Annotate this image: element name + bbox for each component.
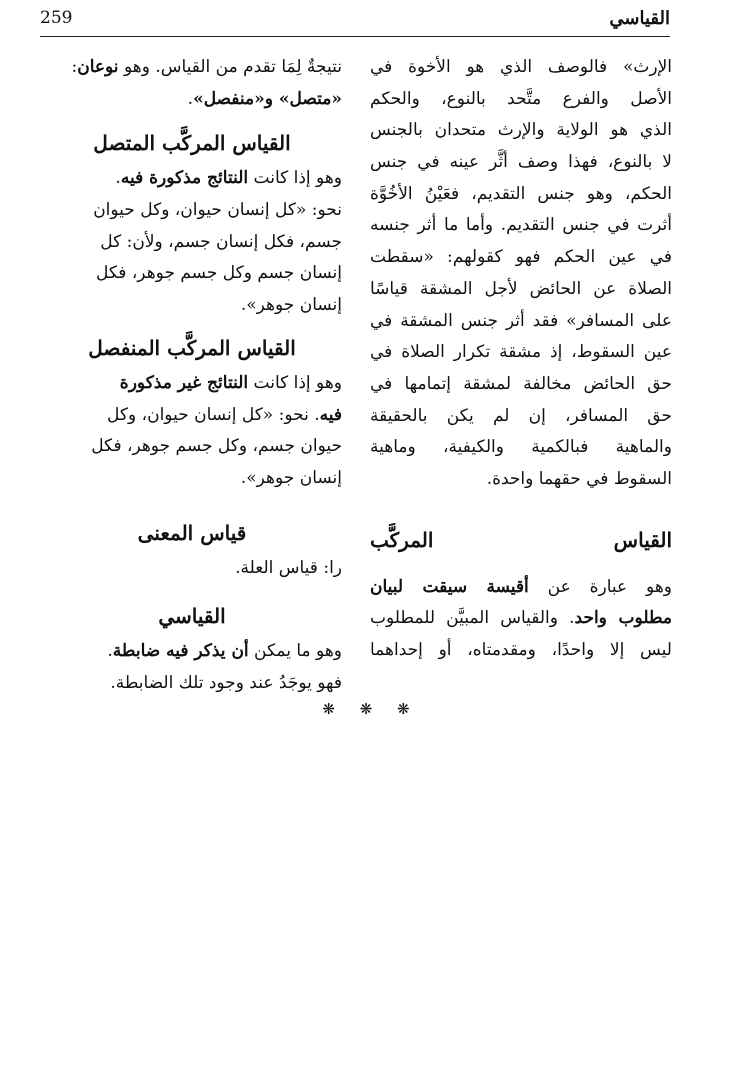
text-line: فهو يوجَدُ عند وجود تلك الضابطة. [110, 672, 342, 693]
text-line [42, 52, 342, 84]
text-run: . [107, 641, 113, 662]
text-line: جسم، فكل إنسان جسم، ولأن: كل [100, 231, 342, 252]
text-line: إنسان جوهر». [240, 467, 342, 488]
text-line [42, 636, 342, 668]
text-line [42, 163, 342, 195]
spacer [42, 495, 342, 513]
bold-run: نوعان [77, 57, 119, 77]
right-column [370, 52, 672, 667]
text-run: وهو عبارة عن [528, 576, 672, 597]
text-line: الذي هو الولاية والإرث متحدان بالجنس [370, 120, 672, 141]
text-run: . [115, 168, 121, 189]
text-run: : [71, 57, 78, 77]
text-run: . نحو: «كل إنسان حيوان، وكل [107, 404, 320, 425]
text-line: الحكم، وهو جنس التقديم، فعَيْنُ الأخُوَّة [370, 183, 672, 204]
header-title: القياسي [609, 8, 670, 29]
text-line: لا بالنوع، فهذا وصف أثَّر عينه في جنس [370, 152, 672, 173]
text-line: عين السقوط، إذ مشقة تكرار الصلاة في [370, 342, 672, 363]
text-line: السقوط في حقهما واحدة. [486, 468, 672, 489]
bold-run: مطلوب واحد [574, 608, 672, 629]
text-line: حق المسافر، إن لم يكن بالحقيقة [370, 405, 672, 426]
text-line [370, 603, 672, 635]
bold-run: أن يذكر فيه ضابطة [112, 641, 249, 662]
text-line: الصلاة عن الحائض لأجل المشقة قياسًا [370, 278, 672, 299]
text-line: حق الحائض مخالفة لمشقة إتمامها في [370, 373, 672, 394]
left-column [42, 52, 342, 700]
bold-run: فيه [319, 404, 342, 425]
text-line: إنسان جوهر». [240, 295, 342, 316]
section-heading-murakkab: القياس المركَّب [370, 527, 672, 552]
running-header [40, 6, 670, 37]
text-run: نتيجةٌ لِمَا تقدم من القياس. وهو [118, 57, 342, 77]
text-run: . [187, 88, 194, 109]
text-run: . والقياس المبيَّن للمطلوب [370, 608, 575, 629]
text-line: إنسان جسم وكل جسم جوهر، فكل [96, 263, 342, 284]
section-heading-muttasil: القياس المركَّب المتصل [93, 131, 291, 156]
text-run: وهو إذا كانت [248, 168, 342, 189]
text-line: الأصل والفرع متَّحد بالنوع، والحكم [370, 88, 672, 109]
spacer [370, 560, 672, 572]
text-line: ليس إلا واحدًا، ومقدمتاه، أو إحداهما [370, 640, 672, 660]
spacer [370, 496, 672, 520]
bold-run: أقيسة سيقت لبيان [370, 576, 529, 597]
text-line: حيوان جسم، وكل جسم جوهر، فكل [91, 436, 342, 457]
text-line: على المسافر» فقد أثر جنس المشقة في [370, 310, 672, 331]
bold-run: «متصل» و«منفصل» [193, 88, 342, 109]
spacer [42, 584, 342, 596]
text-line: والماهية فبالكمية والكيفية، وماهية [370, 437, 672, 458]
text-line [42, 368, 342, 400]
section-heading-munfasil: القياس المركَّب المنفصل [88, 335, 296, 360]
text-line [42, 84, 342, 116]
text-line: نحو: «كل إنسان حيوان، وكل حيوان [93, 200, 342, 221]
text-line: الإرث» فالوصف الذي هو الأخوة في [370, 57, 672, 77]
bold-run: النتائج مذكورة فيه [120, 168, 249, 189]
text-line: را: قياس العلة. [235, 557, 342, 578]
text-run: وهو إذا كانت [248, 372, 342, 393]
text-line: في عين الحكم فهو كقولهم: «سقطت [370, 247, 672, 268]
section-heading-maana: قياس المعنى [137, 520, 247, 545]
bold-run: النتائج غير مذكورة [119, 372, 249, 393]
ornament-stars: ❋ ❋ ❋ [322, 700, 420, 718]
text-run: وهو ما يمكن [248, 641, 342, 662]
spacer [42, 115, 342, 123]
page-number: 259 [40, 8, 73, 28]
text-line [370, 572, 672, 604]
section-heading-qiyasi: القياسي [158, 604, 226, 629]
text-line [42, 400, 342, 432]
text-line: أثرت في جنس التقديم. وأما ما أثر جنسه [370, 215, 672, 236]
